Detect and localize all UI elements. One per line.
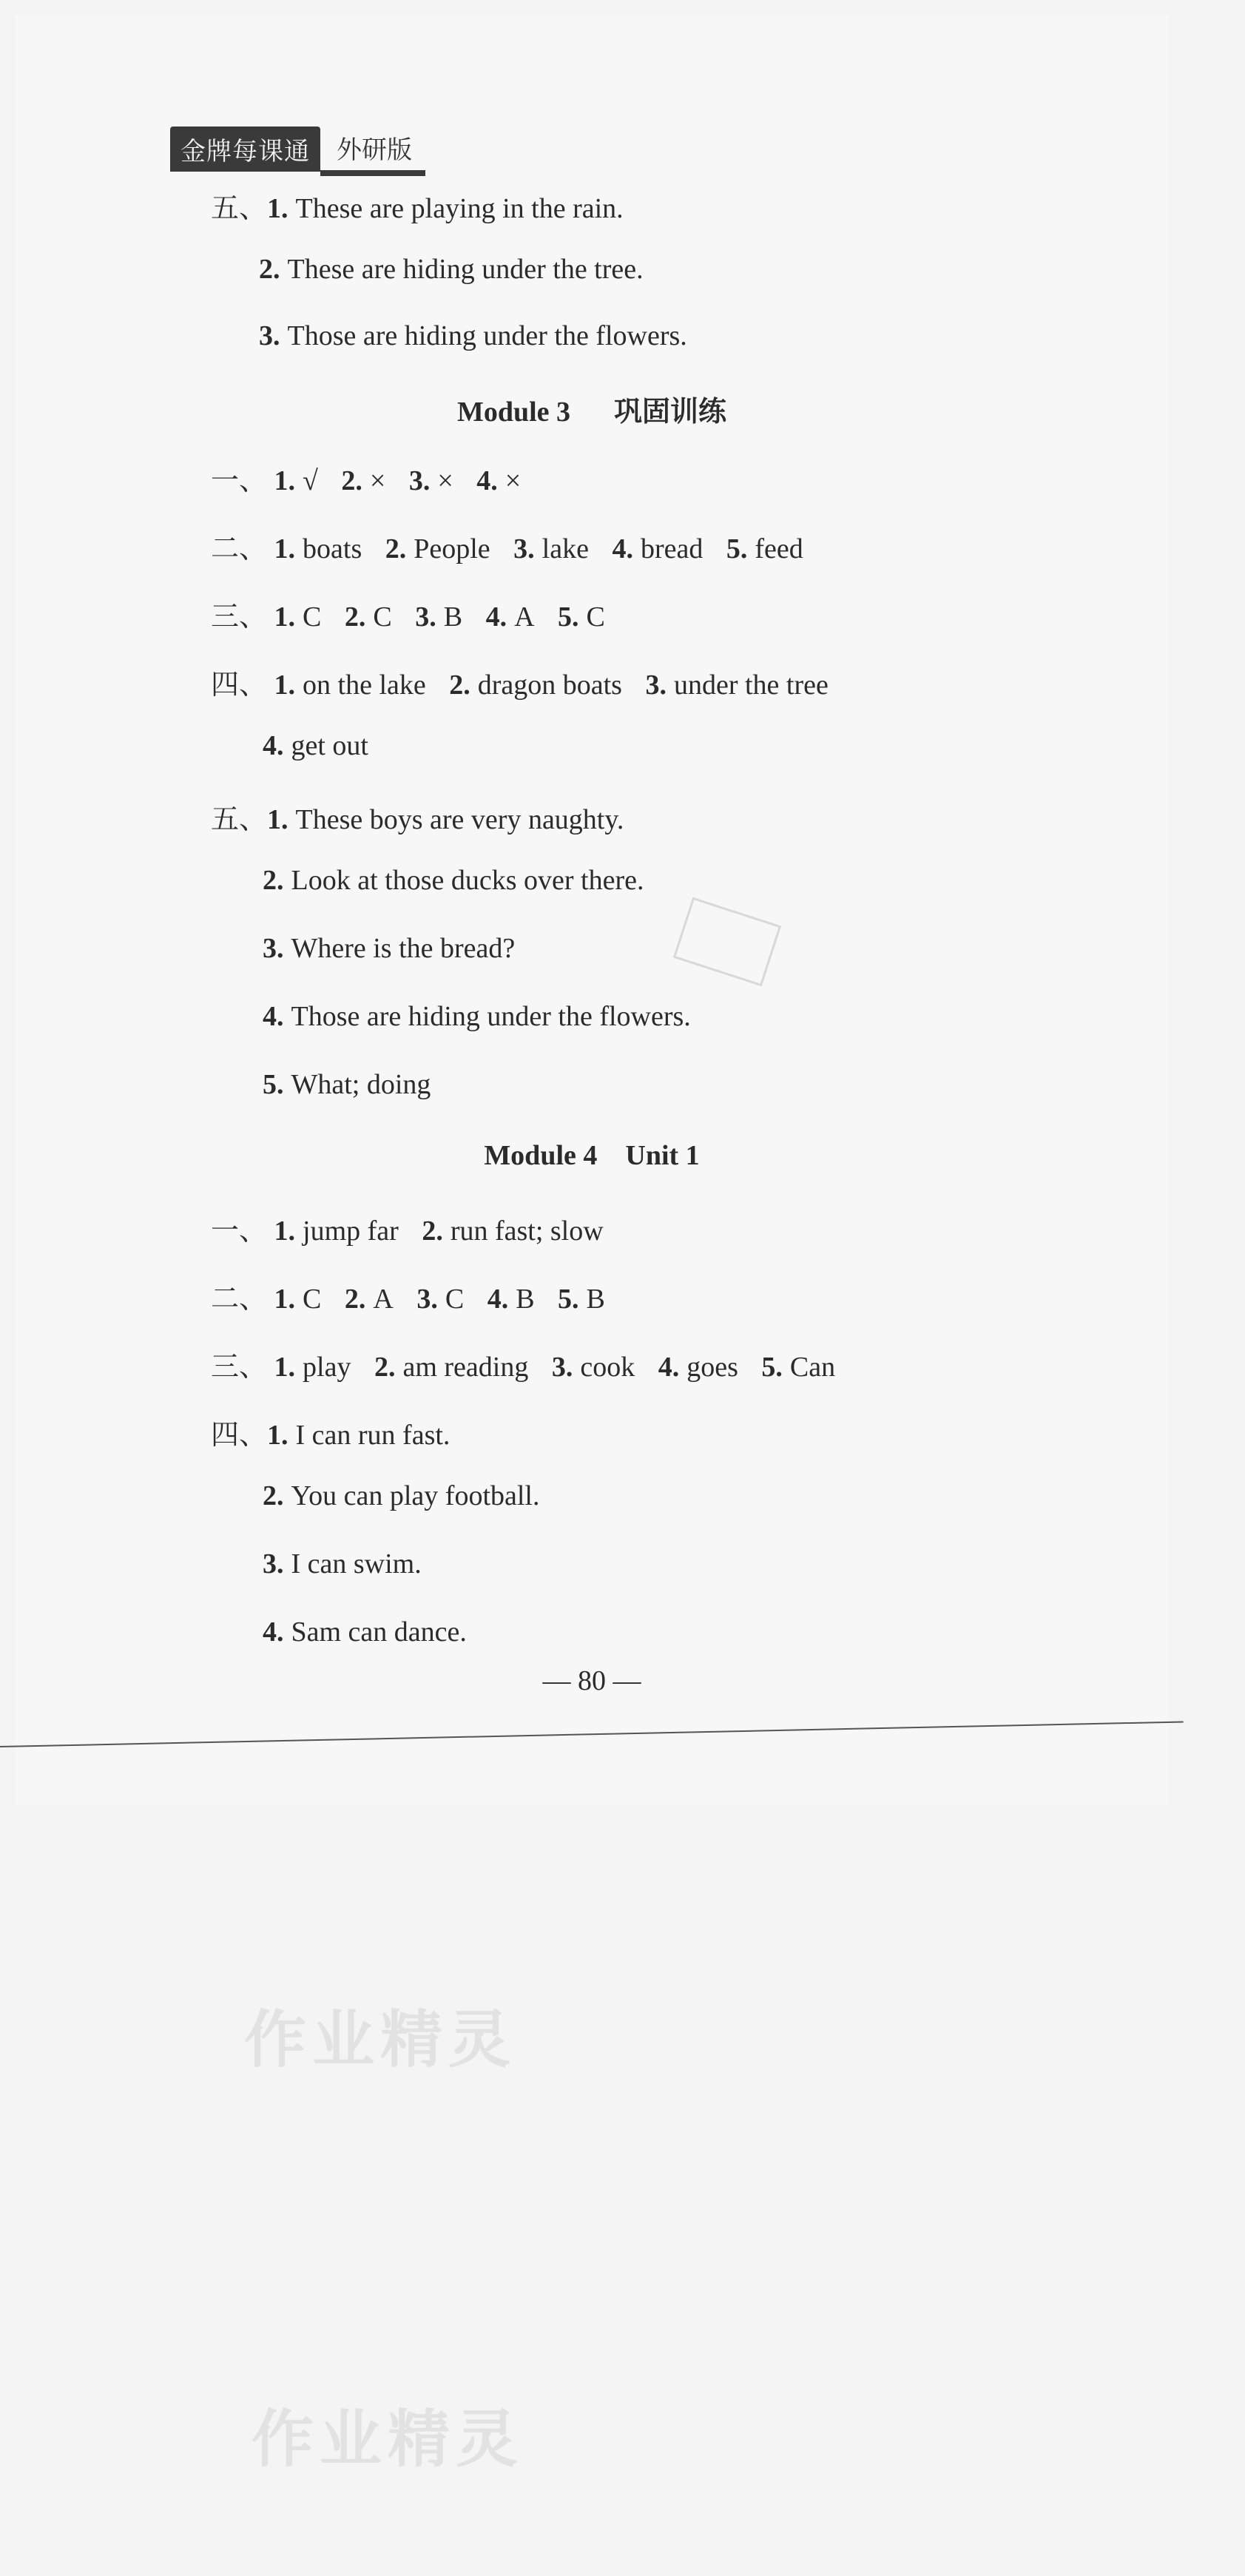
item-number: 4. xyxy=(263,730,284,761)
item-number: 4. xyxy=(612,533,633,564)
module-heading xyxy=(15,388,1169,429)
item-number: 4. xyxy=(263,1616,284,1648)
answer-text: × xyxy=(505,465,522,496)
answer-text: play xyxy=(303,1352,351,1383)
answer-line xyxy=(211,1275,605,1316)
item-number: 1. xyxy=(274,465,296,496)
module-subtitle: 巩固训练 xyxy=(614,395,727,428)
book-header xyxy=(170,126,425,172)
answer-text: C xyxy=(586,601,605,633)
edition-label: 外研版 xyxy=(320,129,425,176)
item-number: 1. xyxy=(267,193,289,224)
answer-text: get out xyxy=(291,730,368,761)
section-marker: 一、 xyxy=(211,1214,268,1247)
answer-text: am reading xyxy=(402,1352,529,1383)
item-number: 4. xyxy=(487,1284,509,1315)
answer-text: You can play football. xyxy=(291,1480,540,1511)
item-number: 3. xyxy=(416,1284,438,1315)
answer-text: × xyxy=(437,465,453,496)
item-number: 5. xyxy=(726,533,748,564)
item-number: 1. xyxy=(274,533,296,564)
item-number: 2. xyxy=(449,670,470,701)
section-marker: 四、 xyxy=(211,1418,268,1451)
answer-text: on the lake xyxy=(303,670,426,701)
answer-text: C xyxy=(303,601,322,633)
answer-text: Where is the bread? xyxy=(291,933,516,964)
answer-line xyxy=(211,457,521,498)
answer-line xyxy=(263,864,644,897)
stamp-mark xyxy=(673,897,781,987)
answer-text: √ xyxy=(303,465,318,496)
item-number: 2. xyxy=(385,533,407,564)
answer-text: × xyxy=(369,465,386,496)
item-number: 2. xyxy=(341,465,362,496)
answer-text: These are playing in the rain. xyxy=(295,193,624,224)
watermark: 作业精灵 xyxy=(252,2403,524,2475)
answer-text: boats xyxy=(303,533,362,564)
item-number: 4. xyxy=(658,1352,680,1383)
item-number: 3. xyxy=(645,670,667,701)
brand-label: 金牌每课通 xyxy=(170,127,320,172)
answer-text: Look at those ducks over there. xyxy=(291,865,644,896)
item-number: 3. xyxy=(551,1352,573,1383)
answer-text: These boys are very naughty. xyxy=(295,804,624,835)
section-marker: 三、 xyxy=(211,1350,268,1383)
item-number: 1. xyxy=(267,1420,289,1451)
answer-text: jump far xyxy=(303,1215,399,1247)
section-marker: 二、 xyxy=(211,1282,268,1315)
item-number: 2. xyxy=(263,1480,284,1511)
answer-line xyxy=(263,1548,422,1580)
answer-line xyxy=(263,932,515,965)
item-number: 1. xyxy=(267,804,289,835)
module-title: Module 4 Unit 1 xyxy=(484,1140,700,1171)
answer-line xyxy=(263,1480,540,1512)
answer-text: B xyxy=(586,1284,605,1315)
answer-text: B xyxy=(443,601,463,633)
section-marker: 三、 xyxy=(211,600,268,633)
section-marker: 五、 xyxy=(211,192,268,224)
item-number: 2. xyxy=(374,1352,396,1383)
item-number: 3. xyxy=(259,320,280,351)
section-marker: 五、 xyxy=(211,803,268,835)
watermark: 作业精灵 xyxy=(244,2003,517,2076)
item-number: 3. xyxy=(263,1548,284,1579)
answer-line xyxy=(259,253,644,286)
item-number: 1. xyxy=(274,1284,296,1315)
answer-text: dragon boats xyxy=(477,670,622,701)
answer-line xyxy=(211,593,605,634)
answer-line xyxy=(263,729,368,762)
answer-line xyxy=(211,1207,604,1248)
item-number: 3. xyxy=(415,601,436,633)
answer-line xyxy=(211,796,624,837)
item-number: 1. xyxy=(274,1215,296,1247)
answer-line xyxy=(259,320,687,352)
module-heading xyxy=(15,1139,1169,1172)
item-number: 1. xyxy=(274,1352,296,1383)
answer-text: cook xyxy=(580,1352,635,1383)
answer-text: C xyxy=(373,601,392,633)
answer-text: What; doing xyxy=(291,1069,431,1100)
item-number: 5. xyxy=(761,1352,783,1383)
answer-line xyxy=(211,1343,835,1384)
section-marker: 二、 xyxy=(211,532,268,564)
item-number: 1. xyxy=(274,601,296,633)
item-number: 1. xyxy=(274,670,296,701)
item-number: 2. xyxy=(344,601,366,633)
page-number: — 80 — xyxy=(542,1665,641,1696)
answer-line xyxy=(211,525,803,566)
answer-text: goes xyxy=(686,1352,738,1383)
answer-text: B xyxy=(516,1284,535,1315)
answer-text: run fast; slow xyxy=(450,1215,604,1247)
answer-text: Sam can dance. xyxy=(291,1616,467,1648)
answer-page xyxy=(15,15,1169,1805)
answer-text: People xyxy=(414,533,490,564)
answer-line xyxy=(263,1616,467,1648)
answer-text: C xyxy=(445,1284,465,1315)
item-number: 3. xyxy=(263,933,284,964)
answer-text: A xyxy=(514,601,535,633)
answer-text: feed xyxy=(755,533,803,564)
answer-text: under the tree xyxy=(673,670,829,701)
answer-text: lake xyxy=(541,533,589,564)
item-number: 2. xyxy=(422,1215,443,1247)
answer-text: These are hiding under the tree. xyxy=(287,254,644,285)
answer-text: I can run fast. xyxy=(295,1420,451,1451)
item-number: 2. xyxy=(263,865,284,896)
item-number: 3. xyxy=(513,533,535,564)
answer-line xyxy=(211,185,624,226)
answer-line xyxy=(211,1412,450,1452)
section-marker: 四、 xyxy=(211,668,268,701)
item-number: 2. xyxy=(344,1284,366,1315)
item-number: 4. xyxy=(263,1001,284,1032)
answer-line xyxy=(263,1000,691,1033)
item-number: 5. xyxy=(558,601,579,633)
answer-text: I can swim. xyxy=(291,1548,422,1579)
answer-line xyxy=(211,661,829,702)
item-number: 5. xyxy=(263,1069,284,1100)
answer-line xyxy=(263,1068,431,1101)
module-title: Module 3 xyxy=(456,397,571,428)
answer-text: A xyxy=(373,1284,394,1315)
item-number: 4. xyxy=(476,465,498,496)
item-number: 3. xyxy=(408,465,431,496)
answer-text: Those are hiding under the flowers. xyxy=(291,1001,691,1032)
answer-text: Can xyxy=(789,1352,836,1383)
section-marker: 一、 xyxy=(211,464,268,496)
answer-text: C xyxy=(303,1284,322,1315)
item-number: 2. xyxy=(259,254,280,285)
answer-text: bread xyxy=(640,533,704,564)
item-number: 5. xyxy=(558,1284,579,1315)
answer-text: Those are hiding under the flowers. xyxy=(287,320,687,351)
item-number: 4. xyxy=(485,601,507,633)
